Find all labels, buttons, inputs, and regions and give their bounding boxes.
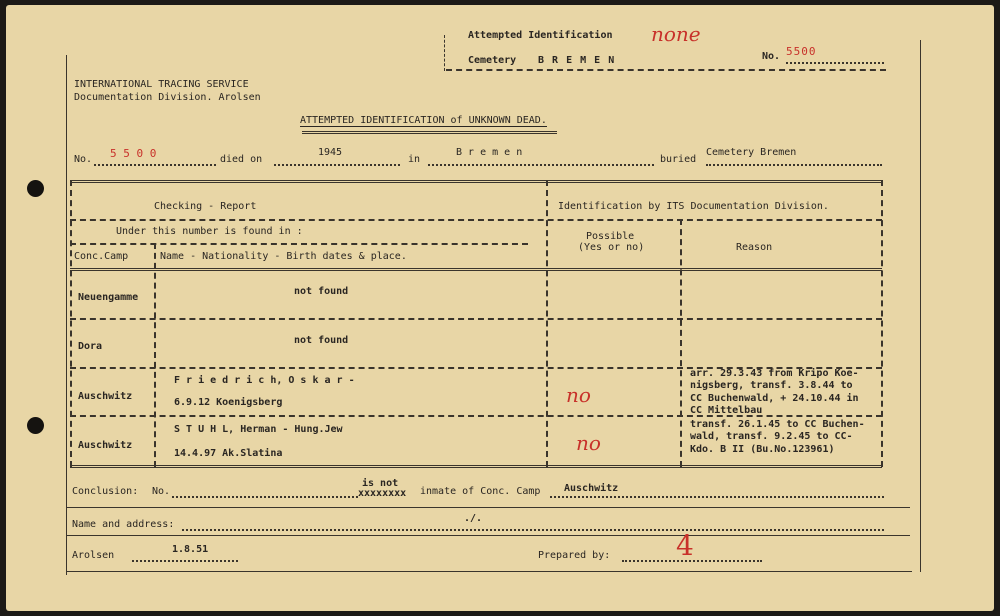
conclusion-camp-dots (550, 496, 884, 498)
died-label: died on (220, 154, 263, 165)
identification-header: Identification by ITS Documentation Division. (558, 201, 829, 212)
reason-header: Reason (736, 242, 773, 253)
row4-reason-3: Kdo. B II (Bu.No.123961) (690, 444, 835, 455)
row3-camp: Auschwitz (78, 391, 133, 402)
row4-reason-1: transf. 26.1.45 to CC Buchen- (690, 419, 865, 430)
org-line2: Documentation Division. Arolsen (74, 92, 261, 103)
table-left-rule (70, 180, 72, 467)
table-header-rule (70, 219, 882, 221)
conclusion-rule (66, 507, 910, 508)
footer-rule (66, 571, 912, 572)
header-no-dots (786, 62, 884, 64)
row4-name-line2: 14.4.97 Ak.Slatina (174, 448, 283, 459)
in-dots (428, 164, 654, 166)
document-card (6, 5, 994, 611)
name-address-label: Name and address: (72, 519, 175, 530)
title-double-rule (302, 131, 557, 134)
table-top-rule (70, 180, 882, 183)
header-box-left-rule (444, 35, 445, 71)
row4-possible: no (576, 431, 601, 455)
col-camp-header: Conc.Camp (74, 251, 129, 262)
conclusion-no-label: No. (152, 486, 171, 497)
col-name-header: Name - Nationality - Birth dates & place. (160, 251, 407, 262)
died-dots (274, 164, 400, 166)
record-no-dots (94, 164, 216, 166)
yes-no-header: (Yes or no) (578, 242, 645, 253)
row3-name-line1: F r i e d r i c h, O s k a r - (174, 375, 355, 386)
frame-right (920, 40, 921, 572)
in-value: B r e m e n (456, 147, 523, 158)
header-box-bottom-rule (446, 69, 886, 71)
header-no-value: 5500 (786, 45, 817, 58)
row4-camp: Auschwitz (78, 440, 133, 451)
conclusion-camp: Auschwitz (564, 483, 619, 494)
under-number-header: Under this number is found in : (116, 226, 303, 237)
in-label: in (408, 154, 421, 165)
row3-reason-1: arr. 29.3.43 from Kripo Koe- (690, 368, 859, 379)
header-no-label: No. (762, 51, 781, 62)
record-no-value: 5 5 0 0 (110, 147, 157, 160)
prepared-label: Prepared by: (538, 550, 611, 561)
row3-name-line2: 6.9.12 Koenigsberg (174, 397, 283, 408)
page-title: ATTEMPTED IDENTIFICATION of UNKNOWN DEAD. (300, 115, 547, 126)
arolsen-dots (132, 560, 238, 562)
row3-reason-2: nigsberg, transf. 3.8.44 to (690, 380, 853, 391)
punch-hole-top (27, 180, 44, 197)
conclusion-struck: xxxxxxxx (358, 488, 407, 499)
buried-label: buried (660, 154, 697, 165)
row-rule-1 (70, 318, 882, 320)
attempted-value: none (651, 22, 701, 46)
punch-hole-bottom (27, 417, 44, 434)
conclusion-is-not: is not (362, 478, 399, 489)
table-colheader-rule (70, 268, 882, 271)
row1-camp: Neuengamme (78, 292, 139, 303)
buried-dots (706, 164, 882, 166)
buried-value: Cemetery Bremen (706, 147, 797, 158)
row1-name: not found (294, 286, 349, 297)
name-address-dots (182, 529, 884, 531)
row2-name: not found (294, 335, 349, 346)
row4-name-line1: S T U H L, Herman - Hung.Jew (174, 424, 343, 435)
col-rule-mid (546, 180, 548, 467)
name-address-rule (66, 535, 910, 536)
table-right-rule (881, 180, 883, 467)
row3-reason-4: CC Mittelbau (690, 405, 763, 416)
conclusion-label: Conclusion: (72, 486, 139, 497)
col-rule-reason (680, 219, 682, 467)
row3-reason-3: CC Buchenwald, + 24.10.44 in (690, 393, 859, 404)
frame-left (66, 55, 67, 575)
table-bottom-rule (70, 465, 882, 468)
col-rule-name (154, 243, 156, 467)
record-no-label: No. (74, 154, 93, 165)
name-address-value: ./. (464, 513, 483, 524)
possible-header: Possible (586, 231, 635, 242)
arolsen-label: Arolsen (72, 550, 115, 561)
prepared-value: 4 (676, 529, 694, 562)
conclusion-inmate: inmate of Conc. Camp (420, 486, 541, 497)
arolsen-date: 1.8.51 (172, 544, 209, 555)
attempted-label: Attempted Identification (468, 30, 613, 41)
cemetery-label: Cemetery (468, 55, 517, 66)
row3-possible: no (566, 383, 591, 407)
row4-reason-2: wald, transf. 9.2.45 to CC- (690, 431, 853, 442)
conclusion-no-dots (172, 496, 358, 498)
table-subheader-rule (70, 243, 528, 245)
died-value: 1945 (318, 147, 343, 158)
cemetery-value: B R E M E N (538, 55, 616, 66)
checking-report-header: Checking - Report (154, 201, 257, 212)
org-line1: INTERNATIONAL TRACING SERVICE (74, 79, 249, 90)
row2-camp: Dora (78, 341, 103, 352)
